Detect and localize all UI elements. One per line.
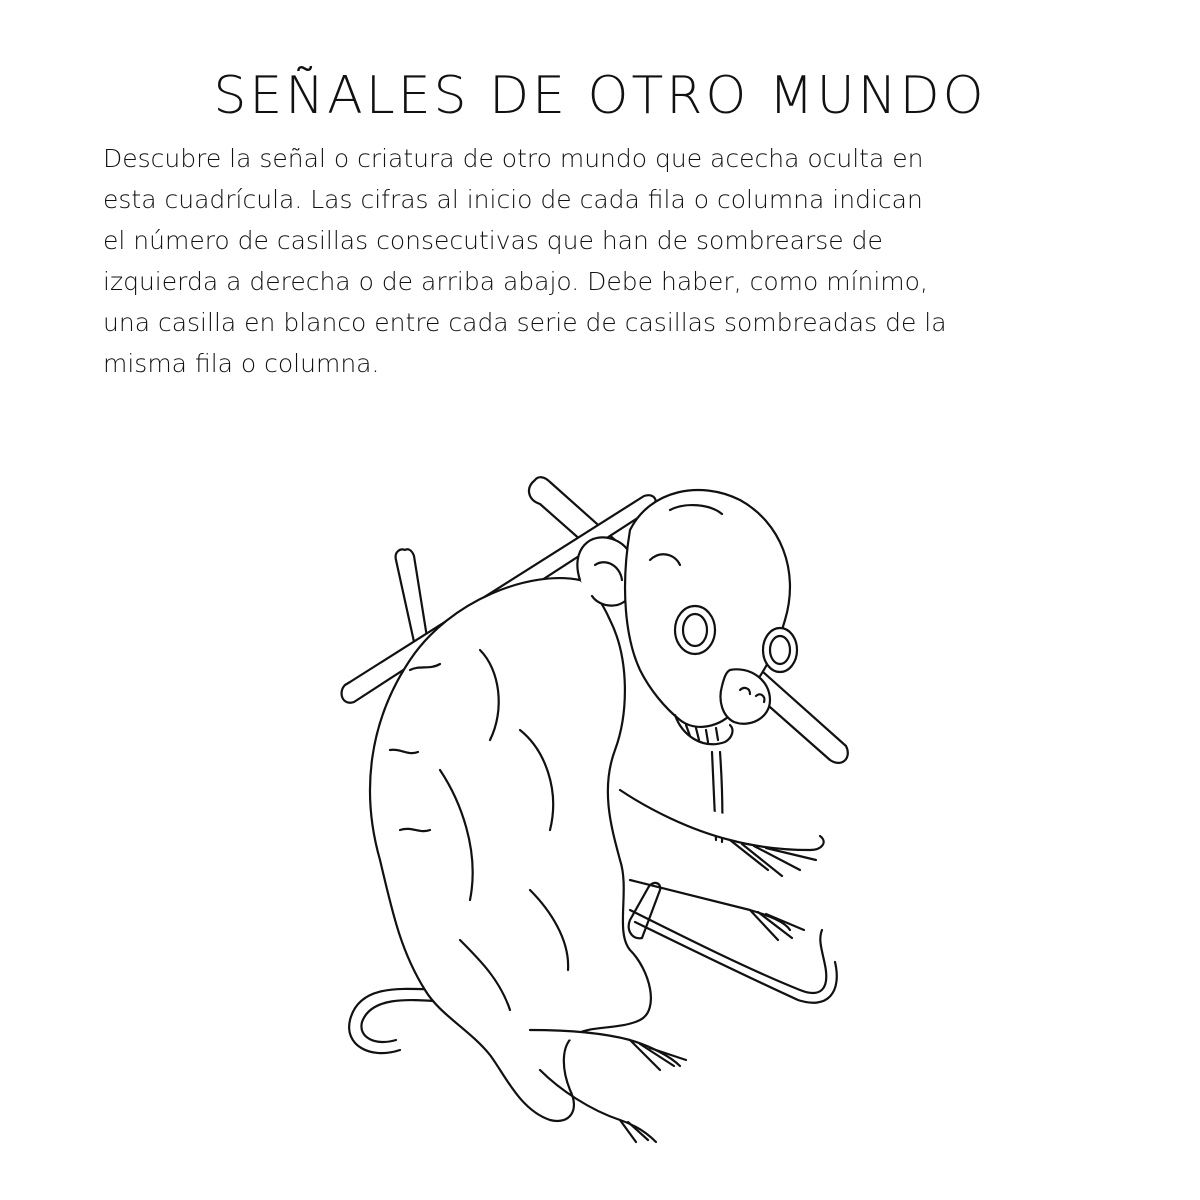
tail bbox=[630, 910, 826, 993]
instructions-line: izquierda a derecha o de arriba abajo. Debe haber, como mínimo, bbox=[103, 267, 928, 296]
creature-illustration bbox=[330, 470, 870, 1150]
page-title: SEÑALES DE OTRO MUNDO bbox=[213, 66, 987, 126]
instructions-paragraph bbox=[103, 138, 1103, 384]
instructions-line: misma fila o columna. bbox=[103, 349, 380, 378]
instructions-line: Descubre la señal o criatura de otro mundo que acecha oculta en bbox=[103, 144, 924, 173]
creature-drawing bbox=[330, 470, 870, 1150]
instructions-line: el número de casillas consecutivas que han de sombrearse de bbox=[103, 226, 883, 255]
right-eye bbox=[763, 628, 797, 672]
instructions-line: esta cuadrícula. Las cifras al inicio de cada fila o columna indican bbox=[103, 185, 923, 214]
instructions-line: una casilla en blanco entre cada serie de casillas sombreadas de la bbox=[103, 308, 947, 337]
